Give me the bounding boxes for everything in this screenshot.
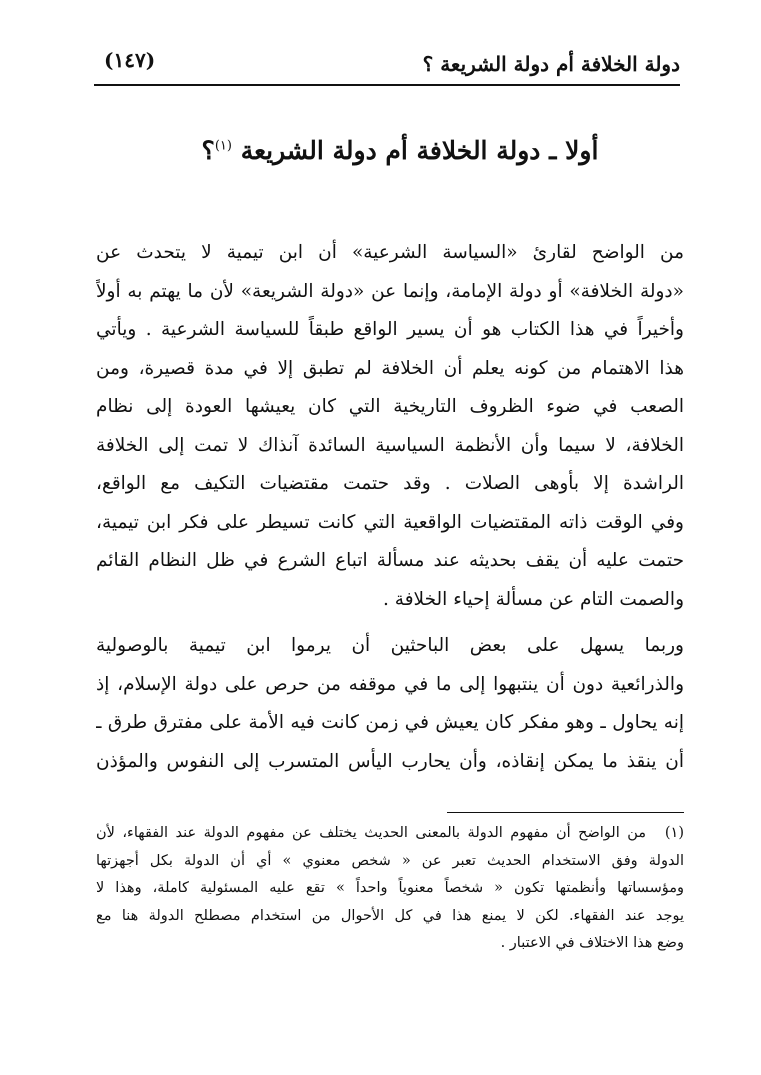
page-number: (١٤٧)	[104, 48, 156, 72]
body-text	[96, 234, 684, 781]
footnote-marker: (١)	[664, 825, 684, 841]
text-line: والذرائعية دون أن ينتبهوا إلى ما في موقفه من حرص على دولة الإسلام، إذ	[96, 673, 684, 695]
text-line: والصمت التام عن مسألة إحياء الخلافة .	[383, 588, 684, 610]
text-line: هذا الاهتمام من كونه يعلم أن الخلافة لم تطبق إلا في مدة قصيرة، ومن	[96, 357, 684, 379]
footnotes	[96, 820, 684, 958]
section-title-question-mark: ؟	[201, 136, 215, 165]
text-line: إنه يحاول ـ وهو مفكر كان يعيش في زمن كانت فيه الأمة على مفترق طرق ـ	[96, 712, 684, 733]
text-line: حتمت عليه أن يقف بحديثه عند مسألة اتباع الشرع في ظل النظام القائم	[96, 550, 684, 571]
footnote-line: وضع هذا الاختلاف في الاعتبار .	[500, 935, 684, 951]
paragraph-1	[96, 234, 684, 619]
text-line: الصعب في ضوء الظروف التاريخية التي كان يعيشها العودة إلى نظام	[96, 396, 684, 417]
text-line: من الواضح لقارئ «السياسة الشرعية» أن ابن تيمية لا يتحدث عن	[96, 242, 684, 263]
text-line: وفي الوقت ذاته المقتضيات الواقعية التي كانت تسيطر على فكر ابن تيمية،	[96, 511, 684, 533]
text-line: الخلافة، لا سيما وأن الأنظمة السياسية السائدة آنذاك لا تمت إلى الخلافة	[96, 434, 684, 456]
text-line: أن ينقذ ما يمكن إنقاذه، وأن يحارب اليأس المتسرب إلى النفوس والمؤذن	[96, 750, 684, 772]
text-line: «دولة الخلافة» أو دولة الإمامة، وإنما عن «دولة الشريعة» لأن ما يهتم به أولاً	[96, 280, 684, 302]
footnote-text: من الواضح أن مفهوم الدولة بالمعنى الحديث يختلف عن مفهوم الدولة عند الفقهاء، لأن	[96, 825, 646, 841]
running-title: دولة الخلافة أم دولة الشريعة ؟	[422, 52, 680, 76]
section-title-text: أولا ـ دولة الخلافة أم دولة الشريعة	[240, 136, 599, 165]
paragraph-2	[96, 627, 684, 781]
footnote-line: يوجد عند الفقهاء. لكن لا يمنع هذا في كل الأحوال من استخدام مصطلح الدولة هنا مع	[96, 907, 684, 924]
footnote-reference: (١)	[214, 138, 232, 154]
footnote-line: الدولة وفق الاستخدام الحديث تعبر عن « شخص معنوي » أي أن الدولة بكل أجهزتها	[96, 852, 684, 869]
text-line: وأخيراً في هذا الكتاب هو أن يسير الواقع طبقاً للسياسة الشرعية . ويأتي	[96, 319, 684, 340]
footnote-separator	[447, 812, 684, 813]
footnote-line	[96, 820, 684, 848]
section-title	[200, 136, 600, 165]
text-line: وربما يسهل على بعض الباحثين أن يرموا ابن تيمية بالوصولية	[96, 635, 684, 656]
page-header	[94, 44, 680, 86]
text-line: الراشدة إلا بأوهى الصلات . وقد حتمت مقتضيات التكيف مع الواقع،	[96, 473, 684, 494]
footnote-line: ومؤسساتها وأنظمتها تكون « شخصاً معنوياً واحداً » تقع عليه المسئولية كاملة، وهذا لا	[96, 880, 684, 896]
paragraph-gap	[96, 619, 684, 627]
